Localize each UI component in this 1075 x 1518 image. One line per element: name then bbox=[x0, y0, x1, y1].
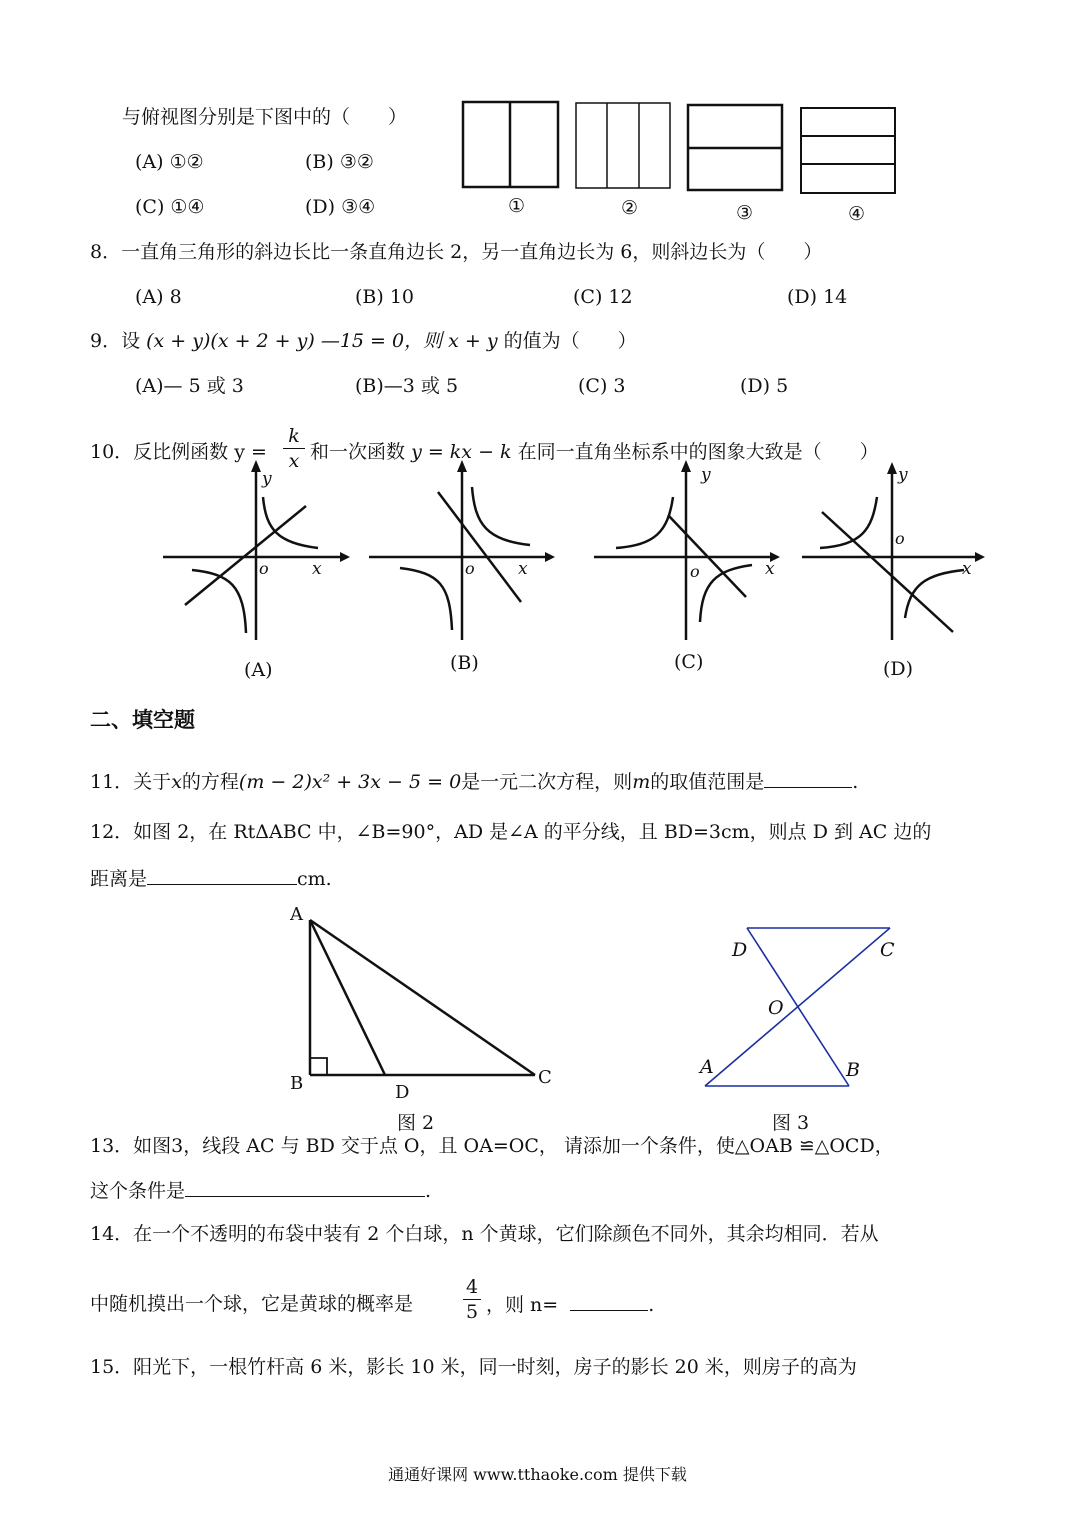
q8-option-c: (C) 12 bbox=[573, 286, 633, 308]
q12-line-2 bbox=[90, 866, 332, 891]
q10-b-origin: o bbox=[465, 559, 475, 578]
fig3-point-c: C bbox=[880, 939, 895, 961]
q9-option-c: (C) 3 bbox=[578, 375, 626, 397]
q10-suffix: 在同一直角坐标系中的图象大致是（ ） bbox=[517, 441, 879, 463]
q13-line-1: 13．如图3，线段 AC 与 BD 交于点 O，且 OA=OC， 请添加一个条件，使△OAB ≌△OCD， bbox=[90, 1135, 894, 1157]
q10-graph-b bbox=[369, 460, 555, 640]
q9-stem bbox=[90, 329, 637, 353]
q10-graph-d bbox=[802, 462, 985, 640]
q15-line-1: 15．阳光下，一根竹杆高 6 米，影长 10 米，同一时刻，房子的影长 20 米，则房子的高为 bbox=[90, 1356, 857, 1378]
q7-figure-label-2: ② bbox=[621, 197, 639, 219]
q11-stem bbox=[90, 769, 858, 794]
q7-figure-label-3: ③ bbox=[736, 202, 754, 224]
q10-a-y-label: y bbox=[262, 469, 272, 489]
q10-d-caption: (D) bbox=[883, 658, 914, 680]
q10-graph-c bbox=[594, 460, 780, 640]
fig2-point-c: C bbox=[538, 1067, 552, 1088]
q10-prefix: 10．反比例函数 y = bbox=[90, 441, 267, 463]
q8-option-d: (D) 14 bbox=[787, 286, 848, 308]
q10-fraction bbox=[283, 425, 305, 472]
q11-equation: (m − 2)x² + 3x − 5 = 0 bbox=[238, 771, 462, 793]
q10-c-origin: o bbox=[690, 562, 700, 581]
q10-c-y-label: y bbox=[701, 465, 711, 485]
q9-option-d: (D) 5 bbox=[740, 375, 789, 397]
q7-view-figure-3 bbox=[688, 105, 782, 190]
q10-a-x-label: x bbox=[312, 559, 322, 579]
q10-b-caption: (B) bbox=[450, 652, 479, 674]
q11-middle: 的方程 bbox=[181, 771, 239, 793]
q14-line-2-suffix: . bbox=[648, 1294, 655, 1316]
fig3-caption: 图 3 bbox=[772, 1112, 810, 1134]
q9-option-a: (A)— 5 或 3 bbox=[135, 375, 244, 397]
q10-b-x-label: x bbox=[518, 559, 528, 579]
q8-option-b: (B) 10 bbox=[355, 286, 415, 308]
q10-rest bbox=[310, 440, 879, 464]
q10-a-caption: (A) bbox=[244, 659, 273, 681]
q10-middle: 和一次函数 bbox=[310, 441, 406, 463]
fig3-point-d: D bbox=[732, 939, 748, 961]
fig2-caption: 图 2 bbox=[397, 1112, 435, 1134]
q11-prefix: 11．关于 bbox=[90, 771, 172, 793]
figure-2-triangle bbox=[310, 920, 535, 1075]
fig2-point-a: A bbox=[290, 904, 303, 925]
q8-option-a: (A) 8 bbox=[135, 286, 182, 308]
fig2-point-b: B bbox=[290, 1073, 304, 1094]
q9-option-b: (B)—3 或 5 bbox=[355, 375, 459, 397]
q10-d-y-label: y bbox=[898, 465, 908, 485]
q7-stem: 与俯视图分别是下图中的（ ） bbox=[122, 106, 408, 128]
q13-line-2 bbox=[90, 1178, 431, 1203]
q11-end: 的取值范围是 bbox=[650, 771, 765, 793]
q8-stem: 8．一直角三角形的斜边长比一条直角边长 2，另一直角边长为 6，则斜边长为（ ） bbox=[90, 241, 823, 263]
q14-line-1: 14．在一个不透明的布袋中装有 2 个白球，n 个黄球，它们除颜色不同外，其余均相同．若从 bbox=[90, 1223, 879, 1245]
q10-fraction-denominator: x bbox=[288, 450, 300, 472]
q10-d-origin: o bbox=[895, 529, 905, 548]
q9-expression-2: x + y bbox=[448, 330, 498, 352]
q7-view-figure-1 bbox=[463, 102, 558, 187]
fig3-point-o: O bbox=[768, 997, 784, 1019]
q11-answer-blank[interactable] bbox=[764, 769, 852, 788]
q13-line-2-suffix: . bbox=[425, 1180, 432, 1202]
q14-line-2-rest bbox=[486, 1292, 654, 1317]
q10-graph-a bbox=[163, 460, 350, 640]
q10-c-caption: (C) bbox=[674, 651, 704, 673]
q12-answer-blank[interactable] bbox=[147, 866, 297, 885]
q13-line-2-prefix: 这个条件是 bbox=[90, 1180, 186, 1202]
q7-option-a: (A) ①② bbox=[135, 151, 204, 173]
q7-figure-label-1: ① bbox=[508, 195, 526, 217]
q11-period: . bbox=[852, 771, 859, 793]
q7-figure-label-4: ④ bbox=[848, 203, 866, 225]
q7-option-c: (C) ①④ bbox=[135, 196, 205, 218]
q14-answer-blank[interactable] bbox=[570, 1292, 648, 1311]
q14-fraction-numerator: 4 bbox=[465, 1276, 479, 1298]
q7-view-figure-4 bbox=[801, 108, 895, 193]
q11-var-x: x bbox=[171, 771, 182, 793]
q10-linear: y = kx − k bbox=[411, 441, 512, 463]
q9-prefix: 9．设 bbox=[90, 330, 141, 352]
q10-a-origin: o bbox=[259, 559, 269, 578]
q7-option-b: (B) ③② bbox=[305, 151, 374, 173]
fig3-point-b: B bbox=[846, 1059, 860, 1081]
q14-line-2-prefix: 中随机摸出一个球，它是黄球的概率是 bbox=[90, 1293, 414, 1315]
q12-line-2-prefix: 距离是 bbox=[90, 868, 148, 890]
q10-fraction-numerator: k bbox=[288, 425, 300, 447]
q13-answer-blank[interactable] bbox=[185, 1178, 425, 1197]
q12-line-2-suffix: cm. bbox=[297, 868, 332, 890]
q7-option-d: (D) ③④ bbox=[305, 196, 376, 218]
fig2-point-d: D bbox=[395, 1082, 410, 1103]
q10-d-x-label: x bbox=[962, 559, 972, 579]
q9-expression: (x + y)(x + 2 + y) —15 = 0，则 bbox=[146, 330, 443, 352]
section-2-title: 二、填空题 bbox=[90, 707, 195, 732]
q14-line-2-mid: ，则 n= bbox=[486, 1294, 559, 1316]
fig3-point-a: A bbox=[700, 1056, 714, 1078]
q12-line-1: 12．如图 2，在 RtΔABC 中，∠B=90°，AD 是∠A 的平分线，且 BD=3cm，则点 D 到 AC 边的 bbox=[90, 821, 932, 843]
q11-var-m: m bbox=[632, 771, 651, 793]
page-footer: 通通好课网 www.tthaoke.com 提供下载 bbox=[388, 1465, 687, 1484]
q9-suffix: 的值为（ ） bbox=[503, 330, 637, 352]
q10-c-x-label: x bbox=[765, 559, 775, 579]
q11-suffix: 是一元二次方程，则 bbox=[461, 771, 633, 793]
q14-fraction bbox=[463, 1276, 481, 1323]
q7-view-figure-2 bbox=[576, 103, 670, 188]
q14-fraction-denominator: 5 bbox=[465, 1301, 479, 1323]
